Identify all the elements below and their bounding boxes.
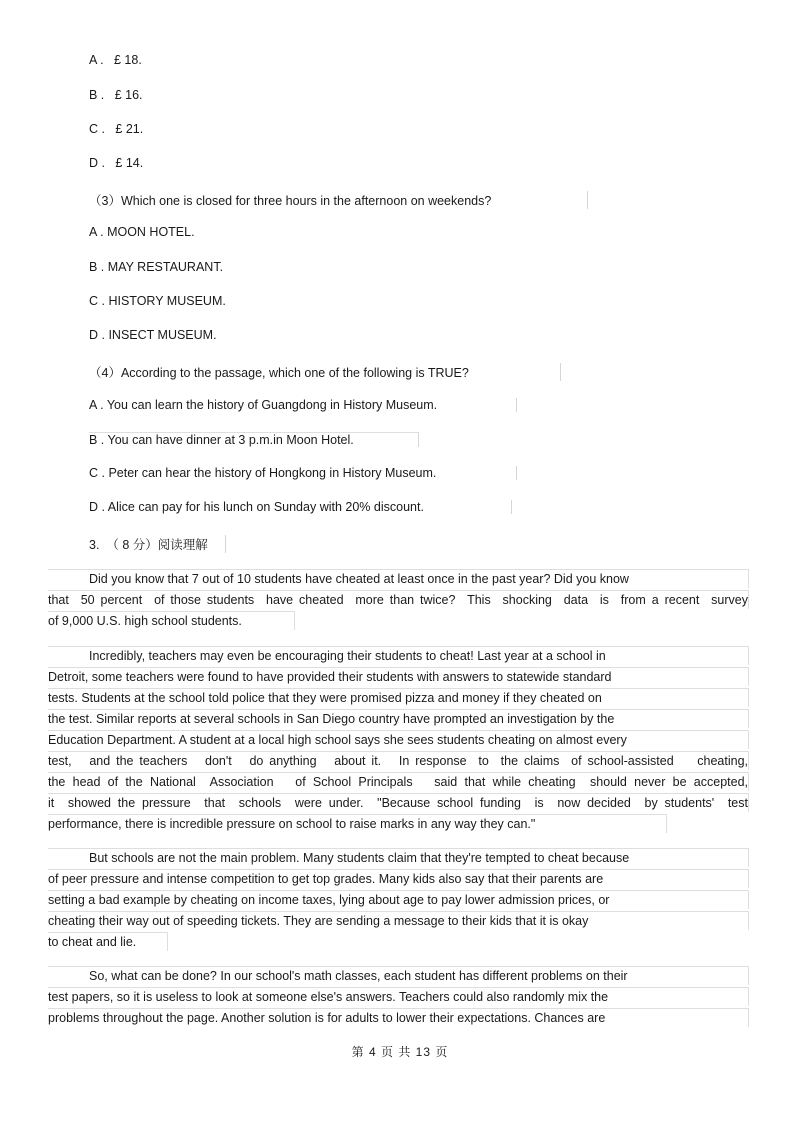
q3-option-b[interactable]: B . MAY RESTAURANT.	[89, 260, 224, 274]
q3-option-c[interactable]: C . HISTORY MUSEUM.	[89, 294, 226, 308]
passage-line: performance, there is incredible pressure on school to raise marks in any way they can."	[48, 814, 667, 833]
q2-option-a[interactable]: A . £ 18.	[89, 53, 142, 67]
passage-line: test, and the teachers don't do anything about it. In response to the claims of school-assisted cheating,	[48, 751, 749, 770]
passage-line: to cheat and lie.	[48, 932, 168, 951]
q4-option-a[interactable]: A . You can learn the history of Guangdong in History Museum.	[89, 398, 517, 412]
q4-stem: （4）According to the passage, which one of the following is TRUE?	[89, 363, 561, 381]
passage-line: test papers, so it is useless to look at someone else's answers. Teachers could also randomly mix the	[48, 987, 749, 1006]
q3-stem: （3）Which one is closed for three hours in the afternoon on weekends?	[89, 191, 588, 209]
page-footer: 第 4 页 共 13 页	[351, 1045, 449, 1059]
passage-line: So, what can be done? In our school's math classes, each student has different problems on their	[48, 966, 749, 985]
q3-option-d[interactable]: D . INSECT MUSEUM.	[89, 328, 217, 342]
q3-option-a[interactable]: A . MOON HOTEL.	[89, 225, 195, 239]
passage-line: tests. Students at the school told police that they were promised pizza and money if they cheated on	[48, 688, 749, 707]
q4-option-c[interactable]: C . Peter can hear the history of Hongkong in History Museum.	[89, 466, 517, 480]
passage-line: cheating their way out of speeding tickets. They are sending a message to their kids that it is okay	[48, 911, 749, 930]
passage-line: it showed the pressure that schools were under. "Because school funding is now decided by students' test	[48, 793, 749, 812]
passage-line: Detroit, some teachers were found to have provided their students with answers to statewide standard	[48, 667, 749, 686]
q4-option-d[interactable]: D . Alice can pay for his lunch on Sunday with 20% discount.	[89, 500, 512, 514]
q4-option-b[interactable]: B . You can have dinner at 3 p.m.in Moon Hotel.	[89, 432, 419, 447]
passage-line: the test. Similar reports at several schools in San Diego country have prompted an investigation by the	[48, 709, 749, 728]
passage-line: setting a bad example by cheating on income taxes, lying about age to pay lower admission prices, or	[48, 890, 749, 909]
passage-line: Did you know that 7 out of 10 students have cheated at least once in the past year? Did you know	[48, 569, 749, 588]
passage-line: But schools are not the main problem. Many students claim that they're tempted to cheat because	[48, 848, 749, 867]
q2-option-b[interactable]: B . £ 16.	[89, 88, 143, 102]
passage-line: Education Department. A student at a local high school says she sees students cheating on almost every	[48, 730, 749, 749]
q2-option-c[interactable]: C . £ 21.	[89, 122, 144, 136]
passage-line: that 50 percent of those students have cheated more than twice? This shocking data is from a recent survey	[48, 590, 749, 609]
section-3-heading: 3. （ 8 分）阅读理解	[89, 535, 226, 553]
q2-option-d[interactable]: D . £ 14.	[89, 156, 144, 170]
passage-line: of 9,000 U.S. high school students.	[48, 611, 295, 630]
passage-line: problems throughout the page. Another solution is for adults to lower their expectations. Chances are	[48, 1008, 749, 1027]
passage-line: the head of the National Association of School Principals said that while cheating should never be accepted,	[48, 772, 749, 791]
passage-line: of peer pressure and intense competition to get top grades. Many kids also say that their parents are	[48, 869, 749, 888]
passage-line: Incredibly, teachers may even be encouraging their students to cheat! Last year at a school in	[48, 646, 749, 665]
